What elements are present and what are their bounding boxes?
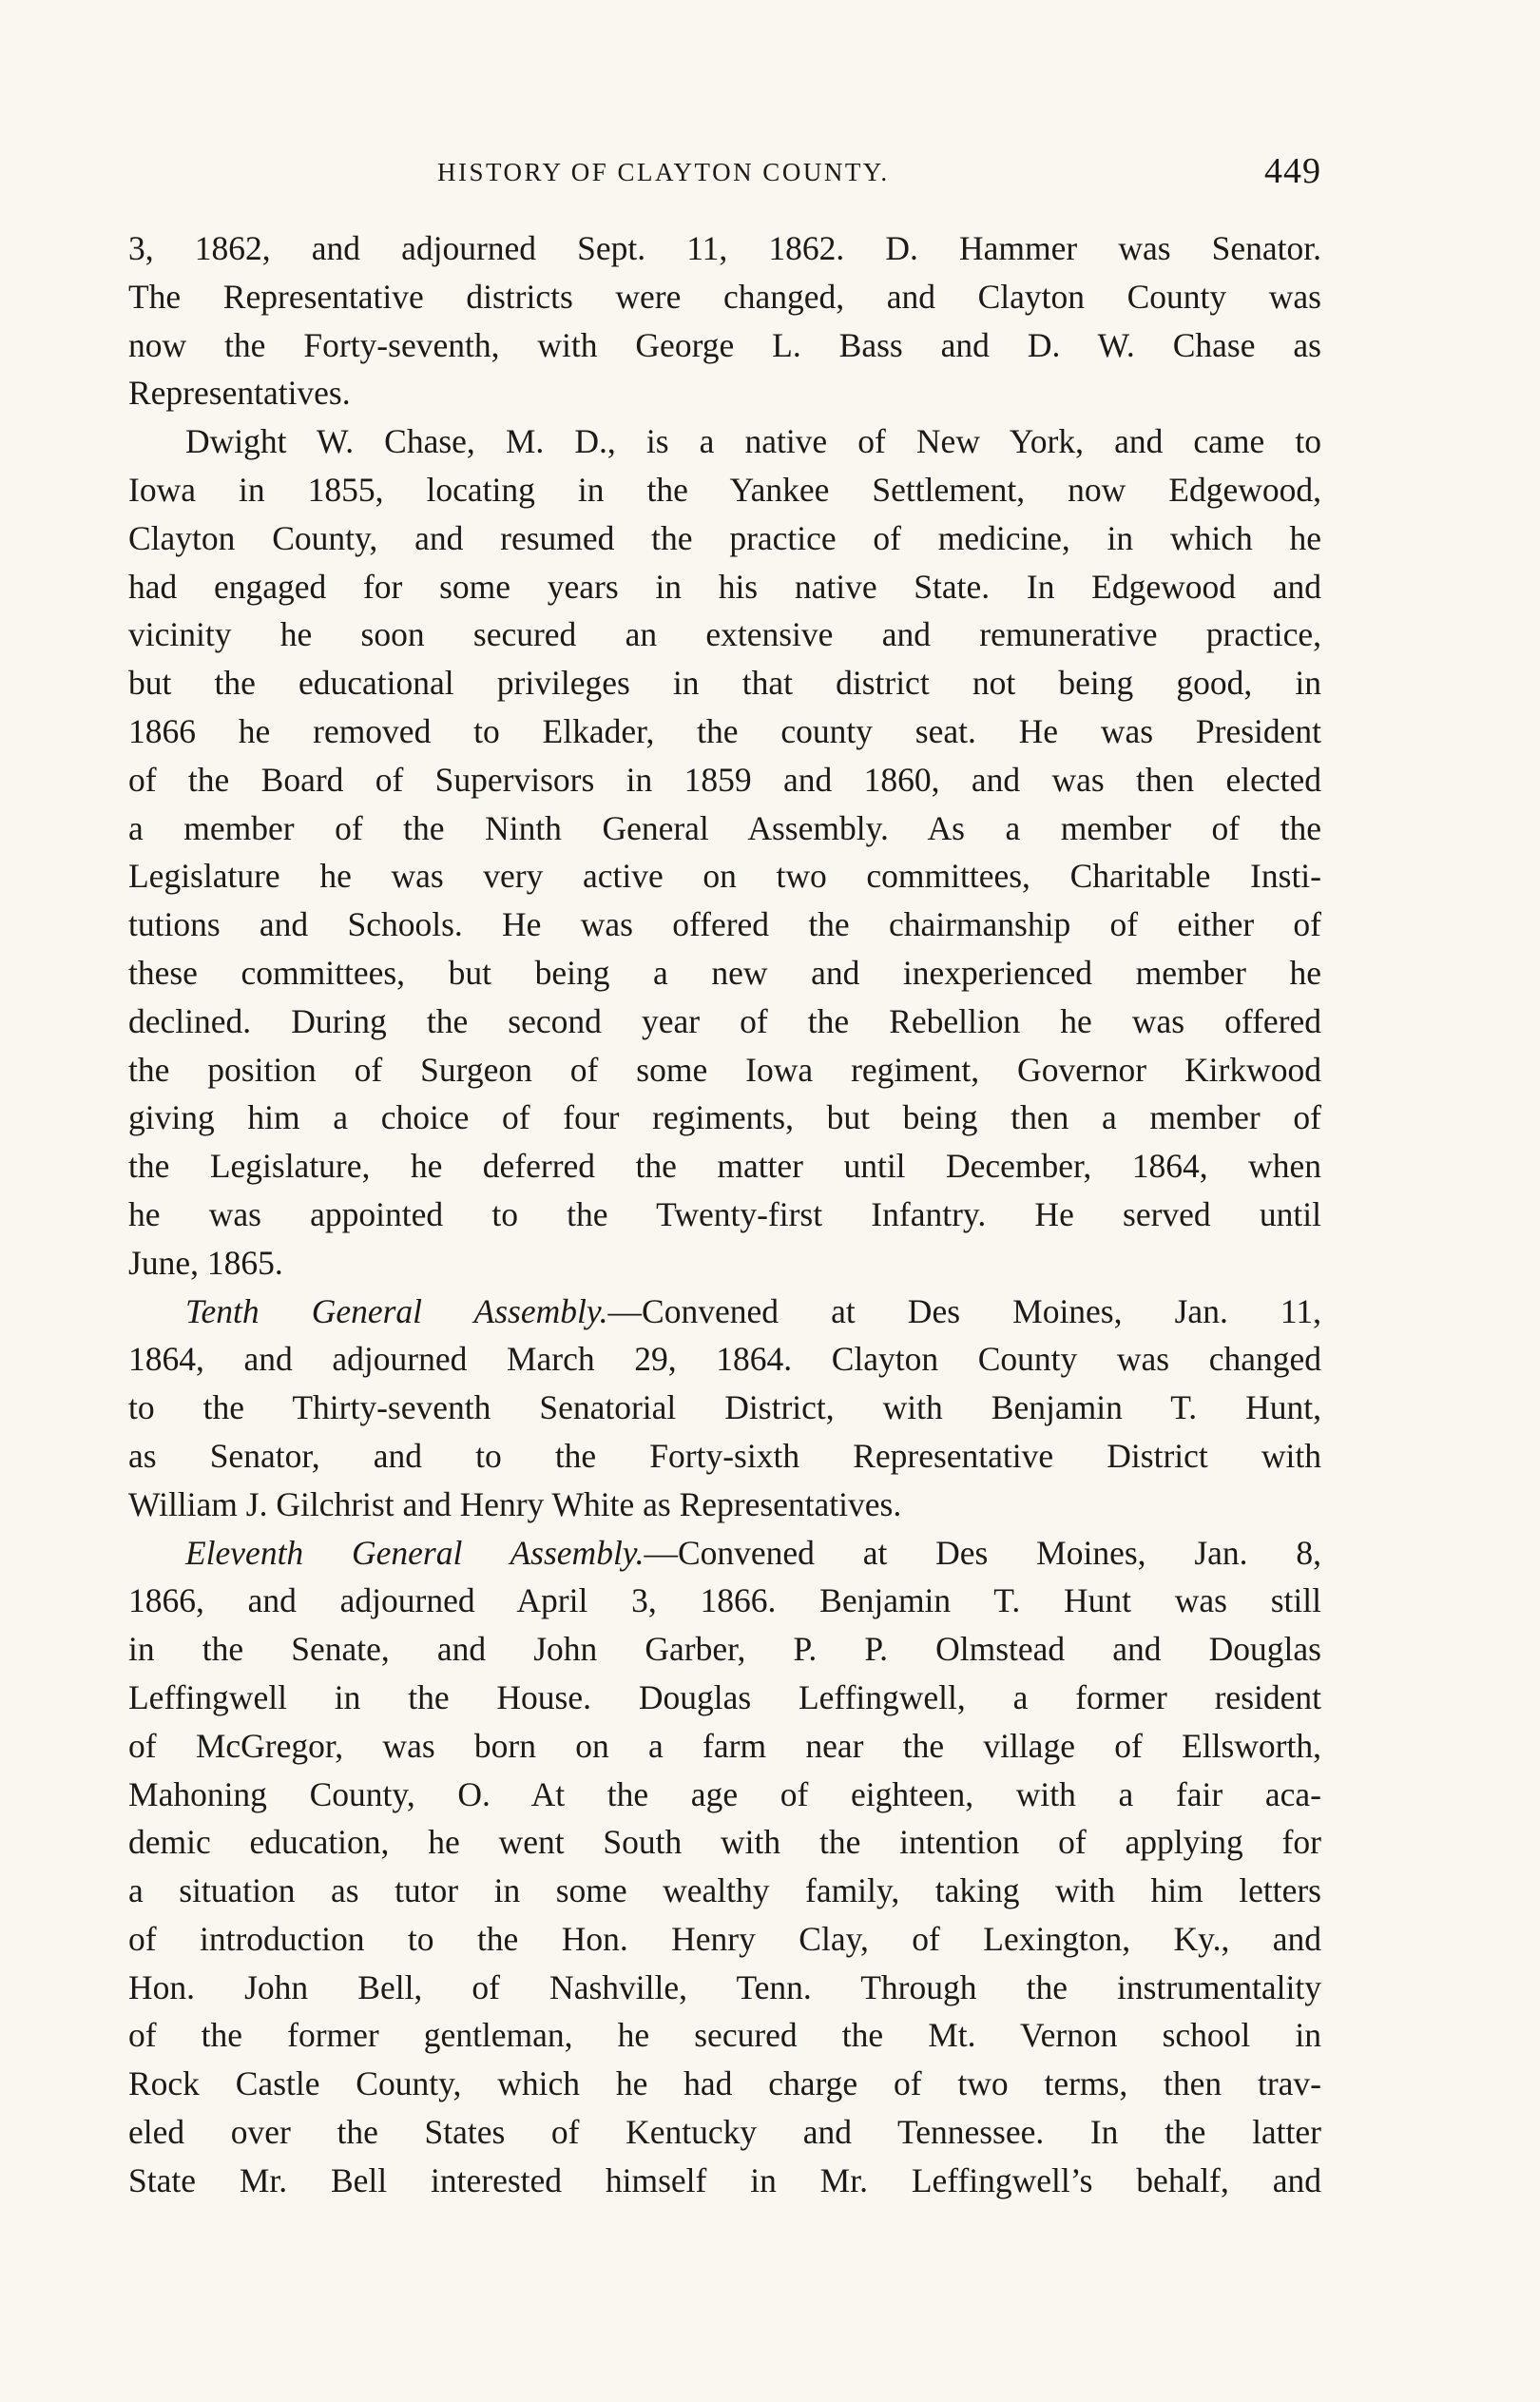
text-line: Eleventh General Assembly.—Convened at Des Moines, Jan. 8,: [185, 1533, 1321, 1572]
text-line: State Mr. Bell interested himself in Mr. Leffingwell’s behalf, and: [128, 2160, 1321, 2199]
text-line: declined. During the second year of the Rebellion he was offered: [128, 1001, 1321, 1040]
text-line: these committees, but being a new and inexperienced member he: [128, 953, 1321, 992]
text-line: of the former gentleman, he secured the Mt. Vernon school in: [128, 2016, 1321, 2055]
text-line: 3, 1862, and adjourned Sept. 11, 1862. D. Hammer was Senator.: [128, 229, 1321, 267]
text-line: Leffingwell in the House. Douglas Leffingwell, a former resident: [128, 1677, 1321, 1716]
text-line: to the Thirty-seventh Senatorial District, with Benjamin T. Hunt,: [128, 1388, 1321, 1427]
text-line: 1864, and adjourned March 29, 1864. Clayton County was changed: [128, 1340, 1321, 1379]
page-number: 449: [1264, 151, 1321, 191]
text-line: the position of Surgeon of some Iowa regiment, Governor Kirkwood: [128, 1050, 1321, 1089]
text-line: a situation as tutor in some wealthy family, taking with him letters: [128, 1871, 1321, 1910]
section-heading: Eleventh General Assembly.: [185, 1533, 645, 1572]
text-line: Dwight W. Chase, M. D., is a native of New York, and came to: [185, 422, 1321, 461]
text-line: the Legislature, he deferred the matter until December, 1864, when: [128, 1147, 1321, 1186]
text-line: in the Senate, and John Garber, P. P. Olmstead and Douglas: [128, 1630, 1321, 1669]
text-line: but the educational privileges in that district not being good, in: [128, 664, 1321, 703]
text-line: had engaged for some years in his native State. In Edgewood and: [128, 567, 1321, 606]
text-line: Mahoning County, O. At the age of eighteen, with a fair aca-: [128, 1774, 1321, 1813]
text-line: eled over the States of Kentucky and Tennessee. In the latter: [128, 2113, 1321, 2152]
text-line: Representatives.: [128, 374, 351, 413]
running-head: HISTORY OF CLAYTON COUNTY.: [437, 158, 890, 186]
text-line: tutions and Schools. He was offered the chairmanship of either of: [128, 905, 1321, 944]
text-line: William J. Gilchrist and Henry White as Representatives.: [128, 1484, 902, 1523]
text-line: The Representative districts were changed, and Clayton County was: [128, 277, 1321, 316]
text-line: 1866, and adjourned April 3, 1866. Benjamin T. Hunt was still: [128, 1581, 1321, 1620]
text-line: Hon. John Bell, of Nashville, Tenn. Through the instrumentality: [128, 1967, 1321, 2006]
text-line: of McGregor, was born on a farm near the village of Ellsworth,: [128, 1726, 1321, 1765]
text-line: Tenth General Assembly.—Convened at Des Moines, Jan. 11,: [185, 1291, 1321, 1330]
text-line: demic education, he went South with the intention of applying for: [128, 1823, 1321, 1862]
text-line: Iowa in 1855, locating in the Yankee Settlement, now Edgewood,: [128, 470, 1321, 509]
text-line: Rock Castle County, which he had charge of two terms, then trav-: [128, 2064, 1321, 2103]
page-header: [128, 150, 1321, 198]
text-line: as Senator, and to the Forty-sixth Representative District with: [128, 1436, 1321, 1475]
text-line: he was appointed to the Twenty-first Infantry. He served until: [128, 1194, 1321, 1233]
text-line: vicinity he soon secured an extensive and remunerative practice,: [128, 615, 1321, 654]
body-text: [128, 224, 1321, 2205]
text-line: 1866 he removed to Elkader, the county seat. He was President: [128, 711, 1321, 750]
section-heading: Tenth General Assembly.: [185, 1291, 608, 1330]
text-line: giving him a choice of four regiments, but being then a member of: [128, 1098, 1321, 1137]
text-line: Clayton County, and resumed the practice of medicine, in which he: [128, 518, 1321, 557]
text-line: June, 1865.: [128, 1243, 283, 1282]
text-line: of introduction to the Hon. Henry Clay, of Lexington, Ky., and: [128, 1919, 1321, 1958]
text-line: now the Forty-seventh, with George L. Bass and D. W. Chase as: [128, 325, 1321, 364]
text-line: a member of the Ninth General Assembly. As a member of the: [128, 808, 1321, 847]
text-line: of the Board of Supervisors in 1859 and 1860, and was then elected: [128, 760, 1321, 799]
text-line: Legislature he was very active on two committees, Charitable Insti-: [128, 857, 1321, 896]
